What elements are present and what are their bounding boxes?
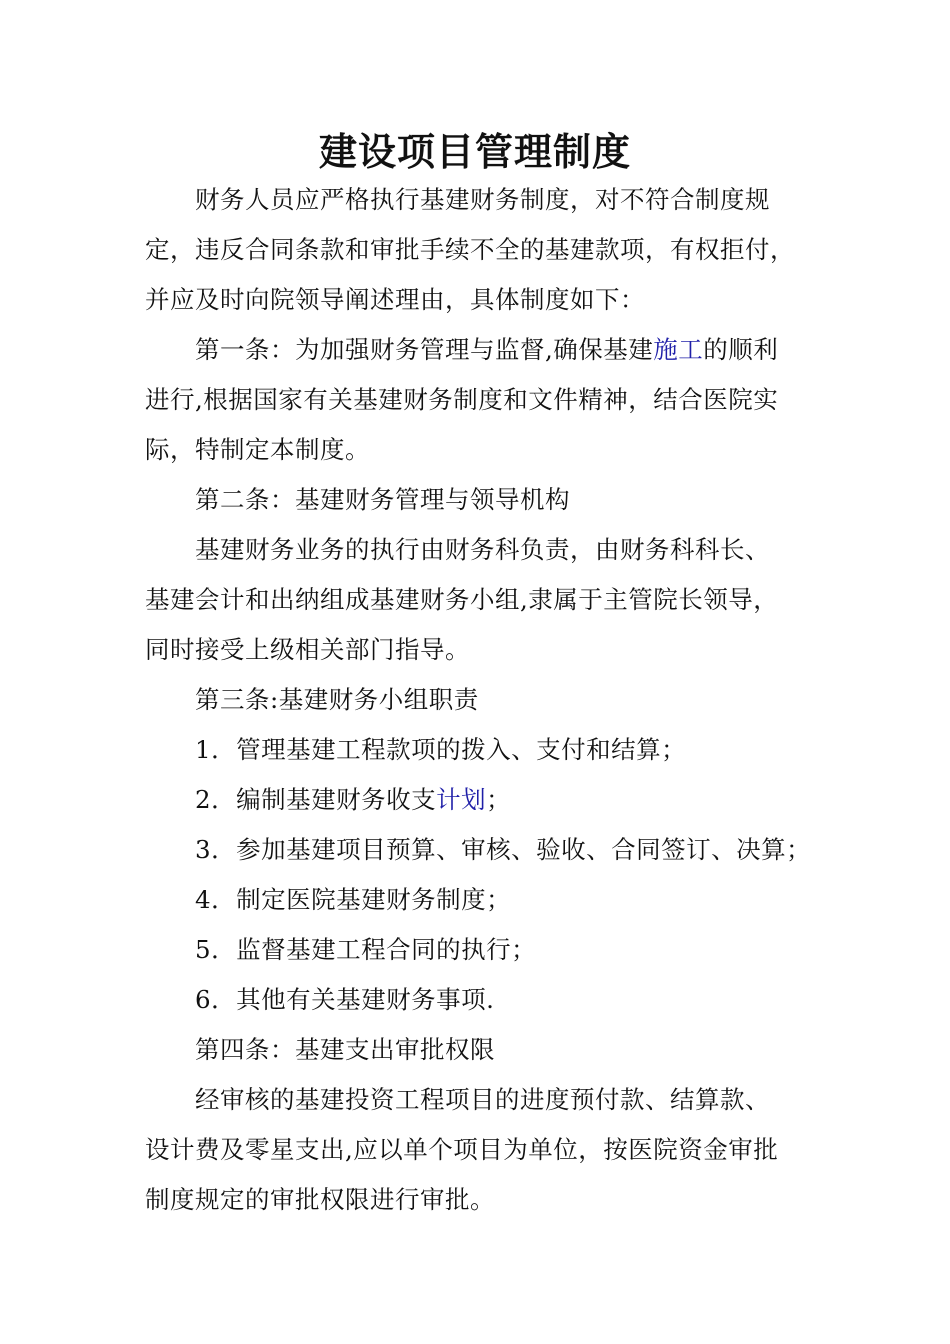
article-1-line-2: 进行,根据国家有关基建财务制度和文件精神，结合医院实 — [145, 385, 779, 414]
article-3-heading: 第三条:基建财务小组职责 — [195, 685, 479, 714]
article-1-text-a: 第一条：为加强财务管理与监督,确保基建 — [195, 335, 654, 364]
article-2-line-2: 基建会计和出纳组成基建财务小组,隶属于主管院长领导， — [145, 585, 779, 614]
paragraph-intro-line-3: 并应及时向院领导阐述理由，具体制度如下： — [145, 285, 645, 314]
article-3-item-2-end: ； — [486, 785, 512, 814]
article-4-heading: 第四条：基建支出审批权限 — [195, 1035, 495, 1064]
article-2-line-3: 同时接受上级相关部门指导。 — [145, 635, 470, 664]
article-2-heading: 第二条：基建财务管理与领导机构 — [195, 485, 570, 514]
paragraph-intro-line-1: 财务人员应严格执行基建财务制度，对不符合制度规 — [195, 185, 770, 214]
article-3-item-6: 6．其他有关基建财务事项. — [195, 985, 495, 1014]
article-1-line-1 — [195, 333, 778, 367]
article-1-line-3: 际，特制定本制度。 — [145, 435, 370, 464]
article-3-item-3: 3．参加基建项目预算、审核、验收、合同签订、决算； — [195, 835, 812, 864]
article-4-line-2: 设计费及零星支出,应以单个项目为单位，按医院资金审批 — [145, 1135, 779, 1164]
paragraph-intro-line-2: 定，违反合同条款和审批手续不全的基建款项，有权拒付， — [145, 235, 795, 264]
article-3-item-4: 4．制定医院基建财务制度； — [195, 885, 512, 914]
link-plan[interactable]: 计划 — [436, 785, 487, 814]
article-3-item-2-text: 2．编制基建财务收支 — [195, 785, 437, 814]
article-1-text-b: 的顺利 — [703, 335, 779, 364]
link-construction[interactable]: 施工 — [653, 335, 704, 364]
article-3-item-5: 5．监督基建工程合同的执行； — [195, 935, 537, 964]
page-title: 建设项目管理制度 — [318, 130, 631, 174]
article-2-line-1: 基建财务业务的执行由财务科负责，由财务科科长、 — [195, 535, 770, 564]
article-3-item-2 — [195, 783, 511, 817]
article-3-item-1: 1．管理基建工程款项的拨入、支付和结算； — [195, 735, 687, 764]
article-4-line-1: 经审核的基建投资工程项目的进度预付款、结算款、 — [195, 1085, 770, 1114]
article-4-line-3: 制度规定的审批权限进行审批。 — [145, 1185, 495, 1214]
